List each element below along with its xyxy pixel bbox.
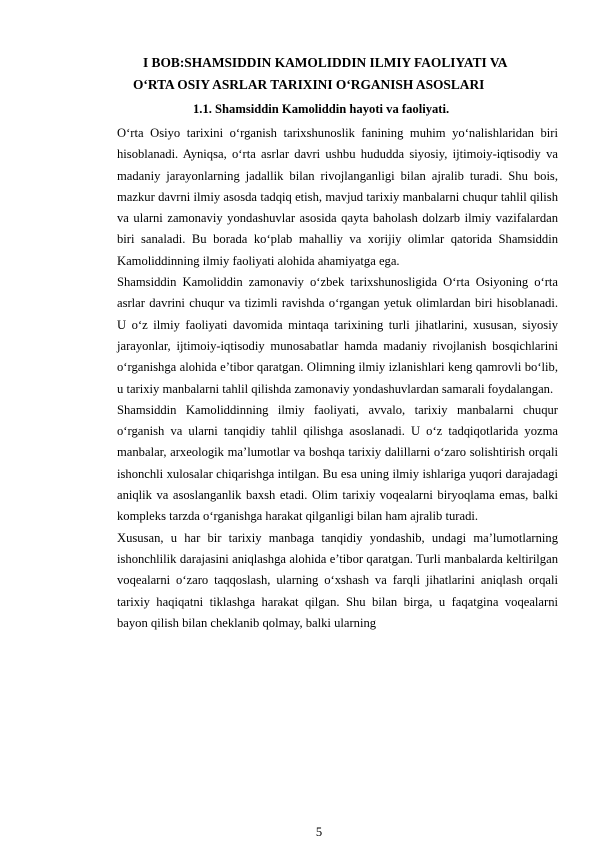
page-number: 5	[315, 825, 323, 839]
paragraph-3: Shamsiddin Kamoliddinning ilmiy faoliyati, avvalo, tarixiy manbalarni chuqur o‘rganish va ularni tanqidiy tahlil qilishga asoslanadi. U o‘z tadqiqotlarida yozma manbalar, arxeologik ma’lumotlar va boshqa tarixiy dalillarni o‘zaro solishtirish orqali ishonchli xulosalar chiqarishga intilgan. Bu esa uning ilmiy ishlariga yuqori darajadagi aniqlik va asoslanganlik baxsh etadi. Olim tarixiy voqealarni biryoqlama emas, balki kompleks tarzda o‘rganishga harakat qilganligi bilan ham ajralib turadi.	[117, 402, 558, 524]
chapter-title-line-2: O‘RTA OSIY ASRLAR TARIXINI O‘RGANISH ASOSLARI	[133, 77, 485, 92]
paragraph-1: O‘rta Osiyo tarixini o‘rganish tarixshunoslik fanining muhim yo‘nalishlaridan biri hisoblanadi. Ayniqsa, o‘rta asrlar davri ushbu hududda siyosiy, ijtimoiy-iqtisodiy va madaniy jarayonlarning jadallik bilan rivojlanganligi bilan ajralib turadi. Shu bois, mazkur davrni ilmiy asosda tadqiq etish, mavjud tarixiy manbalarni chuqur tahlil qilish va ularni zamonaviy yondashuvlar asosida qayta baholash dolzarb ilmiy vazifalardan biri sanaladi. Bu borada ko‘plab mahalliy va xorijiy olimlar qatorida Shamsiddin Kamoliddinning ilmiy faoliyati alohida ahamiyatga ega.	[117, 126, 558, 268]
chapter-title-line-1: I BOB:SHAMSIDDIN KAMOLIDDIN ILMIY FAOLIYATI VA	[143, 55, 508, 70]
paragraph-2: Shamsiddin Kamoliddin zamonaviy o‘zbek tarixshunosligida O‘rta Osiyoning o‘rta asrlar davrini chuqur va tizimli ravishda o‘rgangan yetuk olimlardan biri hisoblanadi. U o‘z ilmiy faoliyati davomida mintaqa tarixining turli jihatlarini, xususan, siyosiy jarayonlar, ijtimoiy-iqtisodiy munosabatlar hamda madaniy rivojlanish bosqichlarini o‘rganishga alohida e’tibor qaratgan. Olimning ilmiy izlanishlari keng qamrovli bo‘lib, u tarixiy manbalarni tahlil qilishda zamonaviy yondashuvlardan samarali foydalangan.	[117, 275, 558, 396]
section-title: 1.1. Shamsiddin Kamoliddin hayoti va faoliyati.	[193, 102, 450, 116]
body-text	[117, 123, 558, 634]
paragraph-4: Xususan, u har bir tarixiy manbaga tanqidiy yondashib, undagi ma’lumotlarning ishonchlilik darajasini aniqlashga alohida e’tibor qaratgan. Turli manbalarda keltirilgan voqealarni o‘zaro taqqoslash, ularning o‘xshash va farqli jihatlarini aniqlash orqali tarixiy haqiqatni tiklashga harakat qilgan. Shu bilan birga, u faqatgina voqealarni bayon qilish bilan cheklanib qolmay, balki ularning	[117, 530, 558, 630]
